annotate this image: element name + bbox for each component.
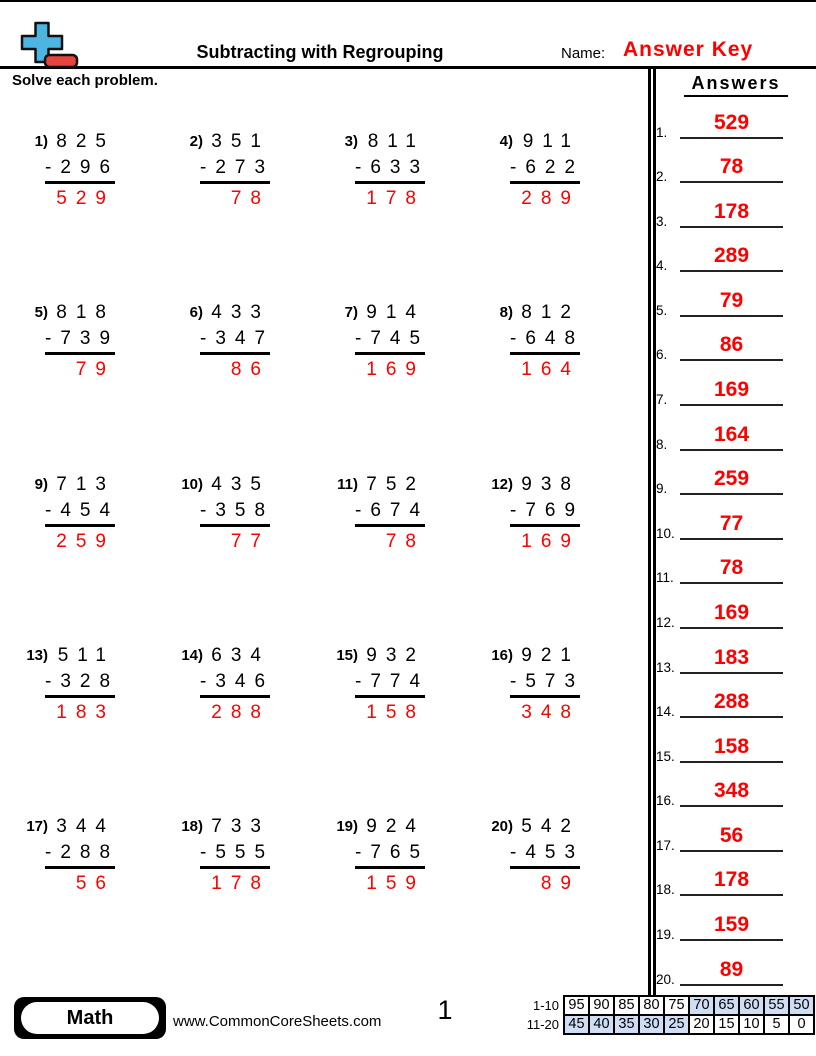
answer-item-number: 6. <box>656 347 668 363</box>
problem-number: 18) <box>181 818 203 836</box>
problem-answer: 164 <box>521 359 580 381</box>
subtrahend: -774 <box>355 669 425 698</box>
problem-answer: 288 <box>211 701 270 723</box>
problem <box>3 814 158 985</box>
header-divider-line <box>0 66 816 69</box>
answer-item-value: 77 <box>719 511 744 535</box>
answer-blank-line <box>680 538 783 540</box>
grading-cell: 90 <box>588 995 615 1016</box>
problem <box>313 300 468 471</box>
problem-answer: 158 <box>366 701 425 723</box>
answer-item-number: 7. <box>656 392 668 408</box>
plus-minus-logo-icon <box>14 16 104 72</box>
answer-blank-line <box>680 850 783 852</box>
answer-item-value: 529 <box>713 110 750 134</box>
answer-blank-line <box>680 404 783 406</box>
answer-item-number: 4. <box>656 258 668 274</box>
grading-cell: 0 <box>788 1014 815 1035</box>
answer-item-value: 288 <box>713 690 750 714</box>
page-top-border <box>0 0 816 2</box>
problem-work <box>200 472 275 555</box>
answer-blank-line <box>680 449 783 451</box>
answer-list-item <box>650 855 814 900</box>
grading-cell: 95 <box>563 995 590 1016</box>
problem <box>313 472 468 643</box>
name-value-answer-key: Answer Key <box>623 38 754 61</box>
answer-item-value: 348 <box>713 779 750 803</box>
problem-answer: 348 <box>521 701 580 723</box>
minuend: 911 <box>522 131 580 152</box>
problem-work <box>200 643 275 726</box>
problem-number: 15) <box>336 646 358 664</box>
problem <box>313 129 468 300</box>
subtrahend: -453 <box>510 840 580 869</box>
problem-number: 19) <box>336 818 358 836</box>
problem <box>158 300 313 471</box>
problem <box>158 472 313 643</box>
problems-grid <box>3 129 623 985</box>
answer-list-item <box>650 97 814 142</box>
problem-answer: 529 <box>56 188 115 209</box>
problem <box>3 300 158 471</box>
subject-badge <box>14 997 166 1039</box>
subtrahend: -347 <box>200 326 270 355</box>
grading-cell: 40 <box>588 1014 615 1035</box>
subtrahend: -745 <box>355 326 425 355</box>
problem <box>3 472 158 643</box>
problem-number: 4) <box>499 133 513 150</box>
minuend: 542 <box>521 816 580 838</box>
grading-row-2-label: 11-20 <box>526 1017 559 1032</box>
problem-answer: 86 <box>230 359 270 381</box>
subtrahend: -648 <box>510 326 580 355</box>
subtrahend: -674 <box>355 498 425 527</box>
answer-list-item <box>650 275 814 320</box>
problem-answer: 178 <box>366 188 425 209</box>
answer-item-number: 13. <box>656 659 675 675</box>
answer-item-value: 86 <box>719 333 744 357</box>
problem <box>468 814 623 985</box>
answer-item-value: 169 <box>713 600 750 624</box>
answers-panel-title: Answers <box>684 73 788 97</box>
problem-answer: 289 <box>521 188 580 209</box>
minuend: 914 <box>366 302 425 324</box>
answer-list-item <box>650 320 814 365</box>
problem <box>313 814 468 985</box>
subtrahend: -288 <box>45 840 115 869</box>
answer-list-item <box>650 454 814 499</box>
minuend: 435 <box>211 473 270 495</box>
problem-answer: 259 <box>56 530 115 552</box>
answer-list-item <box>650 231 814 276</box>
answer-blank-line <box>680 672 783 674</box>
answer-blank-line <box>680 582 783 584</box>
answer-item-number: 9. <box>656 481 668 497</box>
subtrahend: -573 <box>510 669 580 698</box>
problem-number: 3) <box>344 133 358 150</box>
problem-work <box>45 643 120 726</box>
answer-item-number: 18. <box>656 882 675 898</box>
problem-number: 8) <box>499 304 513 322</box>
answer-blank-line <box>680 493 783 495</box>
problem-work <box>200 814 275 897</box>
subtrahend: -633 <box>355 155 425 184</box>
problem-answer: 79 <box>75 359 115 381</box>
minuend: 344 <box>56 816 115 838</box>
subtrahend: -454 <box>45 498 115 527</box>
grading-cell: 85 <box>613 995 640 1016</box>
problem-answer: 159 <box>366 873 425 895</box>
grading-cell: 55 <box>763 995 790 1016</box>
answer-blank-line <box>680 270 783 272</box>
minuend: 511 <box>57 644 115 666</box>
answer-blank-line <box>680 805 783 807</box>
answer-list-item <box>650 721 814 766</box>
problem <box>313 643 468 814</box>
problem-work <box>355 814 430 897</box>
answer-item-number: 16. <box>656 793 675 809</box>
problem-number: 6) <box>189 304 203 322</box>
answer-item-value: 178 <box>713 199 750 223</box>
answer-item-number: 19. <box>656 926 675 942</box>
answer-item-number: 14. <box>656 704 675 720</box>
problem-number: 7) <box>344 304 358 322</box>
page-number: 1 <box>437 995 453 1025</box>
problem-number: 13) <box>26 646 48 664</box>
grading-cell: 50 <box>788 995 815 1016</box>
minuend: 811 <box>367 131 425 152</box>
subtrahend: -358 <box>200 498 270 527</box>
problem <box>158 129 313 300</box>
problem-number: 16) <box>491 646 513 664</box>
answer-item-value: 259 <box>713 467 750 491</box>
answer-item-value: 169 <box>713 378 750 402</box>
grading-cell: 10 <box>738 1014 765 1035</box>
answer-item-value: 78 <box>719 155 744 179</box>
problem-number: 1) <box>34 133 48 150</box>
answer-item-value: 79 <box>719 288 744 312</box>
problem-number: 20) <box>491 818 513 836</box>
answer-list-item <box>650 810 814 855</box>
answer-blank-line <box>680 894 783 896</box>
subtrahend: -296 <box>45 155 115 184</box>
answer-list-item <box>650 409 814 454</box>
problem-answer: 183 <box>56 701 115 723</box>
problem-work <box>355 643 430 726</box>
subject-badge-label: Math <box>21 1002 159 1034</box>
answer-item-value: 56 <box>719 823 744 847</box>
grading-table <box>524 995 815 1035</box>
problem-work <box>510 814 585 897</box>
answer-blank-line <box>680 181 783 183</box>
answer-item-number: 2. <box>656 169 668 185</box>
grading-row-2 <box>524 1014 815 1035</box>
problem-work <box>45 472 120 555</box>
answer-list-item <box>650 944 814 989</box>
problem <box>468 643 623 814</box>
minuend: 818 <box>56 302 115 324</box>
grading-cell: 65 <box>713 995 740 1016</box>
name-label: Name: <box>561 45 606 62</box>
minuend: 433 <box>211 302 270 324</box>
problem-answer: 169 <box>521 530 580 552</box>
answer-item-number: 15. <box>656 748 675 764</box>
subtrahend: -739 <box>45 326 115 355</box>
problem-number: 5) <box>34 304 48 322</box>
problem <box>158 814 313 985</box>
subtrahend: -622 <box>510 155 580 184</box>
answer-item-number: 20. <box>656 971 675 987</box>
problem-work <box>355 300 430 383</box>
problem-answer: 77 <box>230 530 270 552</box>
answer-item-number: 3. <box>656 213 668 229</box>
problem-number: 11) <box>337 475 358 493</box>
problem-answer: 178 <box>211 873 270 895</box>
answer-item-number: 8. <box>656 436 668 452</box>
problem-answer: 78 <box>230 188 270 209</box>
grading-row-1-cells <box>563 995 815 1016</box>
answer-item-value: 178 <box>713 868 750 892</box>
answer-blank-line <box>680 627 783 629</box>
answer-item-number: 10. <box>656 525 675 541</box>
problem-work <box>45 129 120 212</box>
answer-blank-line <box>680 716 783 718</box>
subtrahend: -769 <box>510 498 580 527</box>
answer-list-item <box>650 766 814 811</box>
answer-blank-line <box>680 226 783 228</box>
problem <box>158 643 313 814</box>
problem-work <box>510 643 585 726</box>
minuend: 713 <box>56 473 115 495</box>
problem-work <box>510 472 585 555</box>
problem-work <box>510 129 585 212</box>
grading-cell: 25 <box>663 1014 690 1035</box>
answer-list-item <box>650 498 814 543</box>
answer-item-value: 183 <box>713 645 750 669</box>
answer-list-item <box>650 186 814 231</box>
problem-number: 2) <box>189 133 203 150</box>
answer-list-item <box>650 632 814 677</box>
answer-blank-line <box>680 359 783 361</box>
grading-cell: 75 <box>663 995 690 1016</box>
grading-cell: 20 <box>688 1014 715 1035</box>
grading-cell: 5 <box>763 1014 790 1035</box>
problem-work <box>510 300 585 383</box>
grading-row-1 <box>524 995 815 1016</box>
grading-cell: 80 <box>638 995 665 1016</box>
answer-blank-line <box>680 137 783 139</box>
minuend: 938 <box>521 473 580 495</box>
answer-item-value: 159 <box>713 912 750 936</box>
worksheet-title: Subtracting with Regrouping <box>196 42 444 62</box>
problem-answer: 78 <box>385 530 425 552</box>
problem-work <box>355 472 430 555</box>
answer-blank-line <box>680 315 783 317</box>
problem <box>3 643 158 814</box>
answer-blank-line <box>680 984 783 986</box>
problem <box>468 472 623 643</box>
problem <box>3 129 158 300</box>
subtrahend: -273 <box>200 155 270 184</box>
problem-number: 9) <box>34 475 48 493</box>
problem-answer: 89 <box>540 873 580 895</box>
problem-number: 12) <box>491 475 513 493</box>
instructions-text: Solve each problem. <box>12 72 158 89</box>
problem-number: 10) <box>181 475 203 493</box>
problem <box>468 129 623 300</box>
answer-list-item <box>650 677 814 722</box>
answer-item-number: 1. <box>656 124 668 140</box>
answers-list <box>650 97 814 989</box>
answer-item-number: 12. <box>656 614 675 630</box>
subtrahend: -328 <box>45 669 115 698</box>
answer-item-value: 89 <box>719 957 744 981</box>
problem-number: 14) <box>181 646 203 664</box>
problem-work <box>45 814 120 897</box>
answer-item-number: 5. <box>656 302 668 318</box>
grading-cell: 30 <box>638 1014 665 1035</box>
answer-item-value: 289 <box>713 244 750 268</box>
answer-blank-line <box>680 761 783 763</box>
answer-item-value: 78 <box>719 556 744 580</box>
minuend: 733 <box>211 816 270 838</box>
minuend: 924 <box>366 816 425 838</box>
minuend: 921 <box>521 644 580 666</box>
answer-item-value: 164 <box>713 422 750 446</box>
minuend: 825 <box>56 131 115 152</box>
problem-work <box>200 129 275 212</box>
grading-cell: 60 <box>738 995 765 1016</box>
grading-row-1-label: 1-10 <box>532 998 559 1013</box>
grading-cell: 35 <box>613 1014 640 1035</box>
answer-blank-line <box>680 939 783 941</box>
problem-work <box>200 300 275 383</box>
minuend: 812 <box>521 302 580 324</box>
minuend: 351 <box>211 131 270 152</box>
problem <box>468 300 623 471</box>
grading-row-2-cells <box>563 1014 815 1035</box>
problem-work <box>45 300 120 383</box>
problem-answer: 56 <box>75 873 115 895</box>
subtrahend: -765 <box>355 840 425 869</box>
minuend: 932 <box>366 644 425 666</box>
answer-list-item <box>650 899 814 944</box>
answer-list-item <box>650 142 814 187</box>
grading-cell: 70 <box>688 995 715 1016</box>
answer-list-item <box>650 543 814 588</box>
minuend: 752 <box>366 473 425 495</box>
answer-item-value: 158 <box>713 734 750 758</box>
problem-answer: 169 <box>366 359 425 381</box>
subtrahend: -555 <box>200 840 270 869</box>
answer-item-number: 11. <box>656 570 674 586</box>
answer-item-number: 17. <box>656 837 675 853</box>
problem-number: 17) <box>26 818 48 836</box>
problem-work <box>355 129 430 212</box>
grading-cell: 15 <box>713 1014 740 1035</box>
subtrahend: -346 <box>200 669 270 698</box>
grading-cell: 45 <box>563 1014 590 1035</box>
answer-list-item <box>650 364 814 409</box>
minuend: 634 <box>211 644 270 666</box>
answer-list-item <box>650 587 814 632</box>
website-url: www.CommonCoreSheets.com <box>173 1013 382 1030</box>
